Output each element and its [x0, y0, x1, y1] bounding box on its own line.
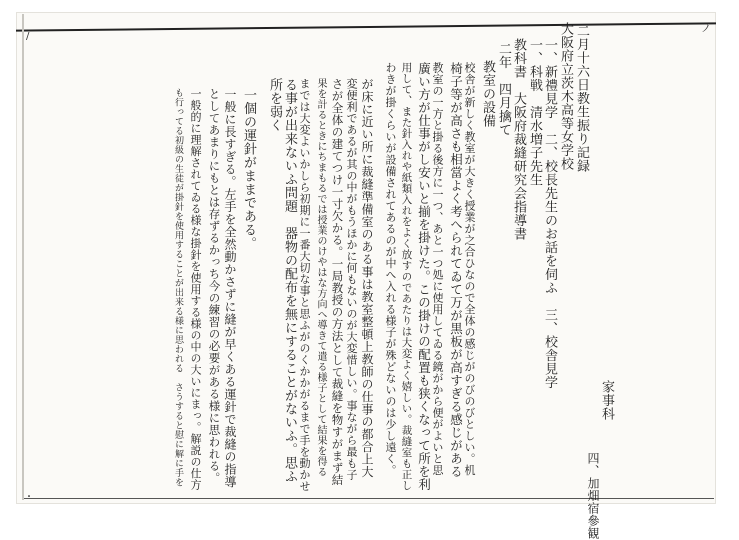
text-column-5: 教科書 大阪府裁縫研究会指導書 [511, 38, 526, 241]
text-column-16: さが全体の建てつけ一寸欠かる。一局教授の方法として裁縫を物すがまず結 [330, 78, 345, 486]
text-column-3: 一、新禮見学 二、校長先生のお話を伺ふ 三、校舎見学 [542, 38, 557, 389]
left-edge-line [22, 14, 24, 500]
text-column-22: 一般に長すぎる。左手を全然動かさずに縫が早くある運針で裁縫の指導 [223, 88, 237, 488]
text-column-8: 校舎が新しく教室が大きく授業が之合ひなので全体の感じがのびのびとしい。机 [463, 62, 476, 476]
margin-mark-top-right: ノ [701, 24, 711, 35]
text-column-23: としてあまりにもとは存ずるかっち今の練習の必要がある様に思われる。 [207, 88, 222, 484]
text-column-11: 廣い方が仕事がし安いと揃を掛けた。この掛けの配置も狭くなって所を利 [416, 62, 432, 491]
text-column-9: 椅子等が高さも相當よく考へられてゐて万が黒板が高すぎる感じがある [448, 62, 464, 478]
subject-header: 家事科 [599, 380, 614, 421]
text-column-7: 教室の設備 [480, 60, 495, 128]
text-column-17: 果を計るときにちまもるでは授業のけやはな方向へ導きて遣る様子として結果を得る [315, 78, 326, 477]
text-column-25: も行ってる初級の生徒が掛針を使用することが出来る様に思われる さうすると慰に解に手を [173, 88, 183, 487]
text-column-13: わきが掛くらいが設備されてあるのが中へ入れる様子が殊どないのは少し遠く。 [384, 62, 397, 476]
text-column-14: が床に近い所に裁縫準備室のある事は教室整頓上教師の仕事の都合上大 [360, 78, 374, 478]
margin-mark-bottom-left: ・ [24, 492, 34, 503]
text-column-10: 教室の一方と掛る後方に一つ、あと一つ処に使用してゐる鏡がから便がよいと思 [431, 62, 444, 476]
text-column-12: 用して、また針入れや紙類入れをよく放すのであたりは大変よく嬉しい。裁縫室も正し [400, 62, 413, 491]
text-column-15: 変便利であるが其の中がもうほかに何もないのが大変惜しい。事ながら最も子 [345, 78, 358, 481]
text-column-6: 二年 四月擒て [496, 42, 511, 137]
text-column-20: 所を弱く [267, 78, 282, 132]
text-column-21: 一個の運針がままである。 [241, 88, 256, 250]
text-column-18: までは大変よいかしら初期に一番大切な事と思ふがのくかかがるまで手を動かせ [298, 78, 311, 492]
text-column-1: 二月十六日教生振り記録 [574, 24, 589, 173]
text-column-4: 一、科戦 清水増子先生 [527, 38, 542, 187]
text-column-19: る事が出来ないふ問題 器物の配布を無にすることがないふ。思ふ [282, 78, 297, 483]
text-column-2: 大阪府立茨木高等女学校 [558, 22, 573, 171]
bottom-edge-line [24, 498, 714, 499]
text-column-24: 一般的に理解されてゐる様な掛針を使用する様の中の大いにまっ。解説の仕方 [189, 88, 202, 491]
visit-note: 四、加畑宿參観 [586, 452, 600, 540]
margin-mark-top-left: / [26, 31, 30, 42]
